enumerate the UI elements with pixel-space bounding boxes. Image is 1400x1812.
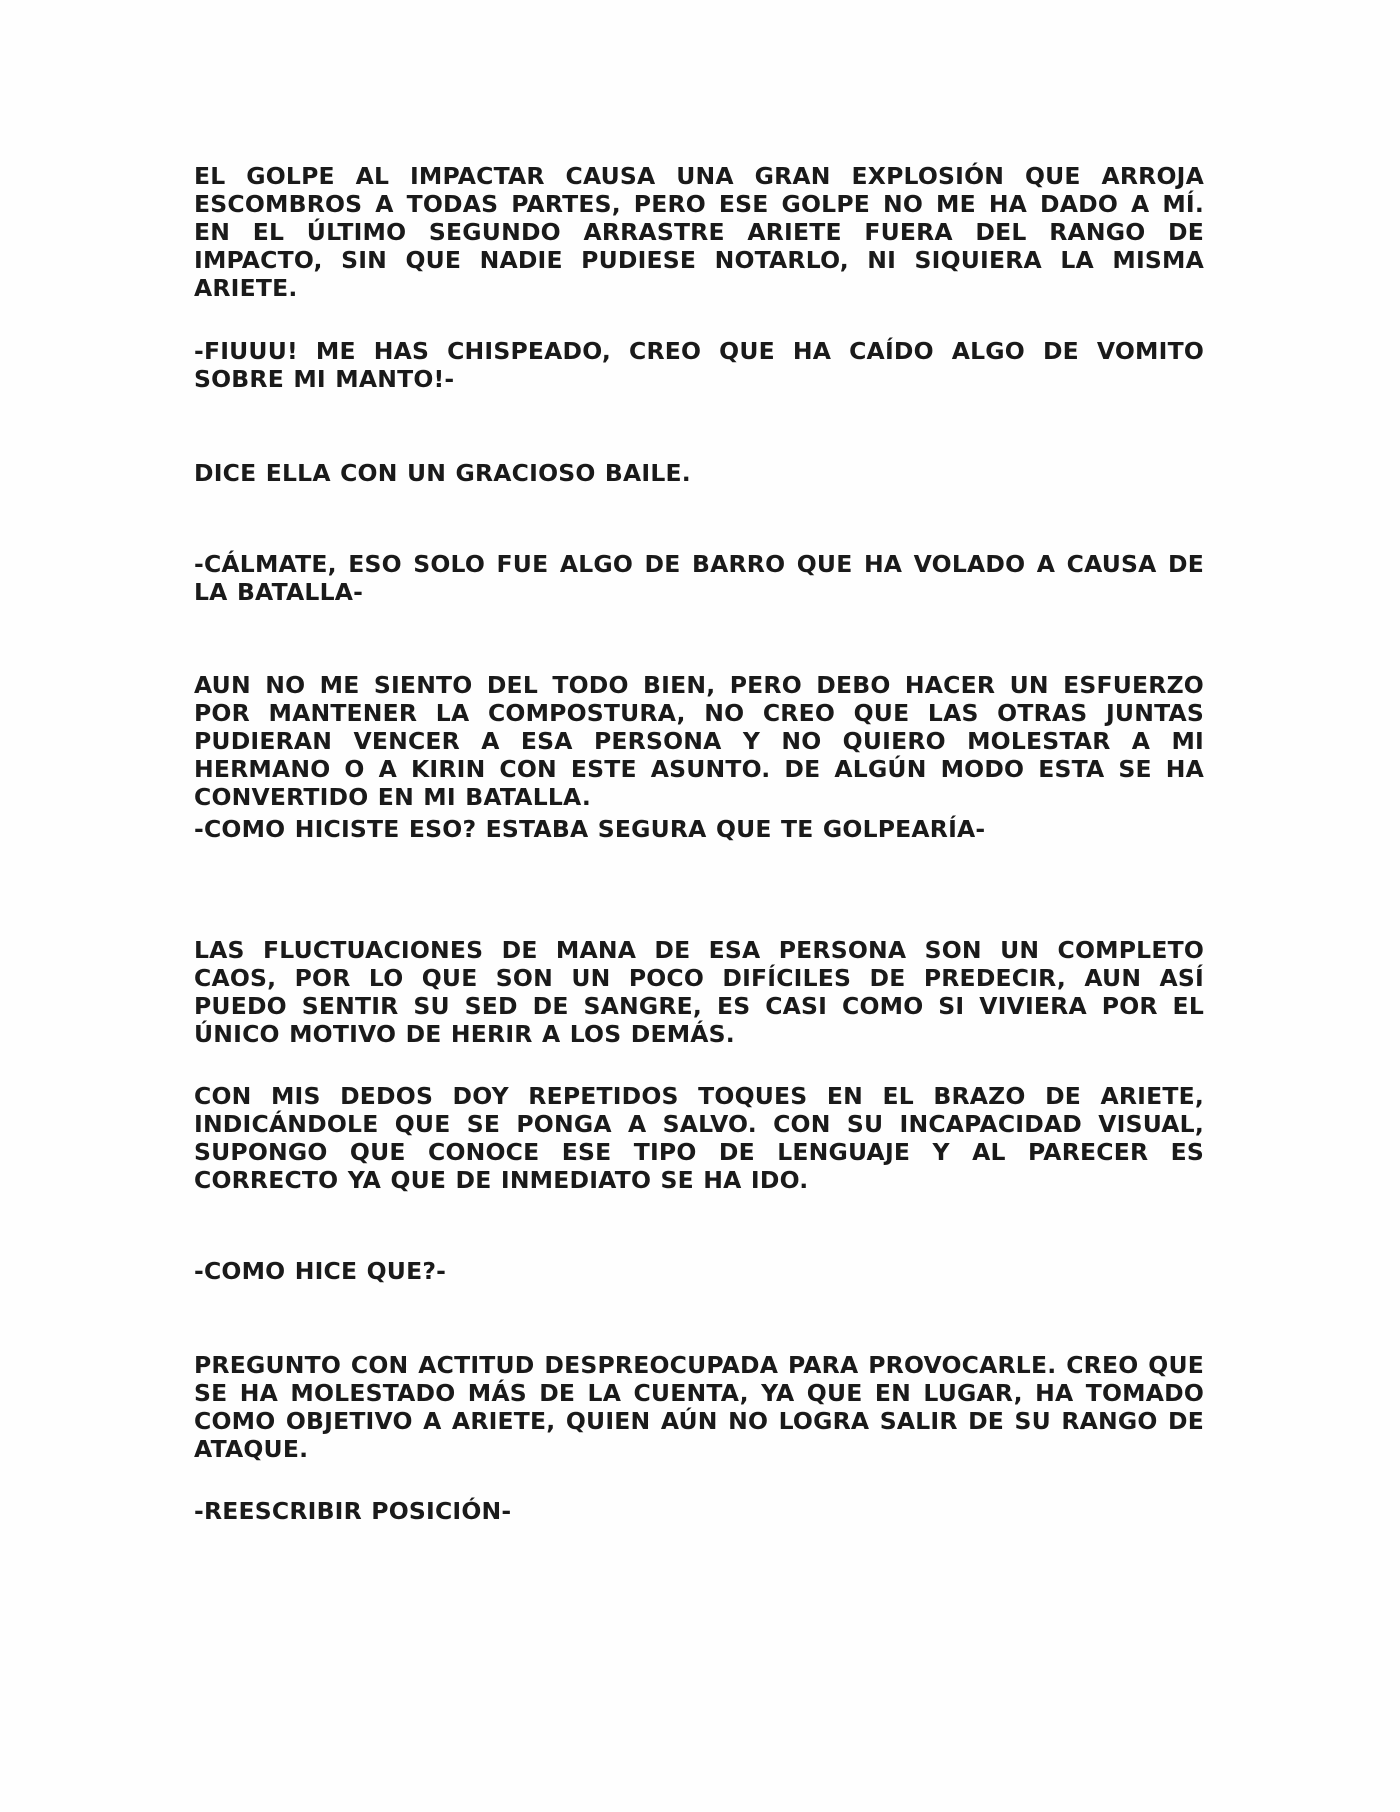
paragraph-6: -COMO HICISTE ESO? ESTABA SEGURA QUE TE GOLPEARÍA- xyxy=(194,815,986,843)
paragraph-2: -FIUUU! ME HAS CHISPEADO, CREO QUE HA CAÍDO ALGO DE VOMITO SOBRE MI MANTO!- xyxy=(194,337,1204,393)
paragraph-3: DICE ELLA CON UN GRACIOSO BAILE. xyxy=(194,459,691,487)
paragraph-9: -COMO HICE QUE?- xyxy=(194,1257,447,1285)
paragraph-4: -CÁLMATE, ESO SOLO FUE ALGO DE BARRO QUE HA VOLADO A CAUSA DE LA BATALLA- xyxy=(194,550,1204,606)
paragraph-5: AUN NO ME SIENTO DEL TODO BIEN, PERO DEBO HACER UN ESFUERZO POR MANTENER LA COMPOSTURA, NO CREO QUE LAS OTRAS JUNTAS PUDIERAN VENCER A ESA PERSONA Y NO QUIERO MOLESTAR A MI HERMANO O A KIRIN CON ESTE ASUNTO. DE ALGÚN MODO ESTA SE HA CONVERTIDO EN MI BATALLA. xyxy=(194,671,1204,811)
paragraph-11: -REESCRIBIR POSICIÓN- xyxy=(194,1497,512,1525)
paragraph-7: LAS FLUCTUACIONES DE MANA DE ESA PERSONA SON UN COMPLETO CAOS, POR LO QUE SON UN POCO DIFÍCILES DE PREDECIR, AUN ASÍ PUEDO SENTIR SU SED DE SANGRE, ES CASI COMO SI VIVIERA POR EL ÚNICO MOTIVO DE HERIR A LOS DEMÁS. xyxy=(194,936,1204,1048)
paragraph-1: EL GOLPE AL IMPACTAR CAUSA UNA GRAN EXPLOSIÓN QUE ARROJA ESCOMBROS A TODAS PARTES, PERO ESE GOLPE NO ME HA DADO A MÍ. EN EL ÚLTIMO SEGUNDO ARRASTRE ARIETE FUERA DEL RANGO DE IMPACTO, SIN QUE NADIE PUDIESE NOTARLO, NI SIQUIERA LA MISMA ARIETE. xyxy=(194,162,1204,302)
paragraph-10: PREGUNTO CON ACTITUD DESPREOCUPADA PARA PROVOCARLE. CREO QUE SE HA MOLESTADO MÁS DE LA CUENTA, YA QUE EN LUGAR, HA TOMADO COMO OBJETIVO A ARIETE, QUIEN AÚN NO LOGRA SALIR DE SU RANGO DE ATAQUE. xyxy=(194,1351,1204,1463)
paragraph-8: CON MIS DEDOS DOY REPETIDOS TOQUES EN EL BRAZO DE ARIETE, INDICÁNDOLE QUE SE PONGA A SALVO. CON SU INCAPACIDAD VISUAL, SUPONGO QUE CONOCE ESE TIPO DE LENGUAJE Y AL PARECER ES CORRECTO YA QUE DE INMEDIATO SE HA IDO. xyxy=(194,1082,1204,1194)
